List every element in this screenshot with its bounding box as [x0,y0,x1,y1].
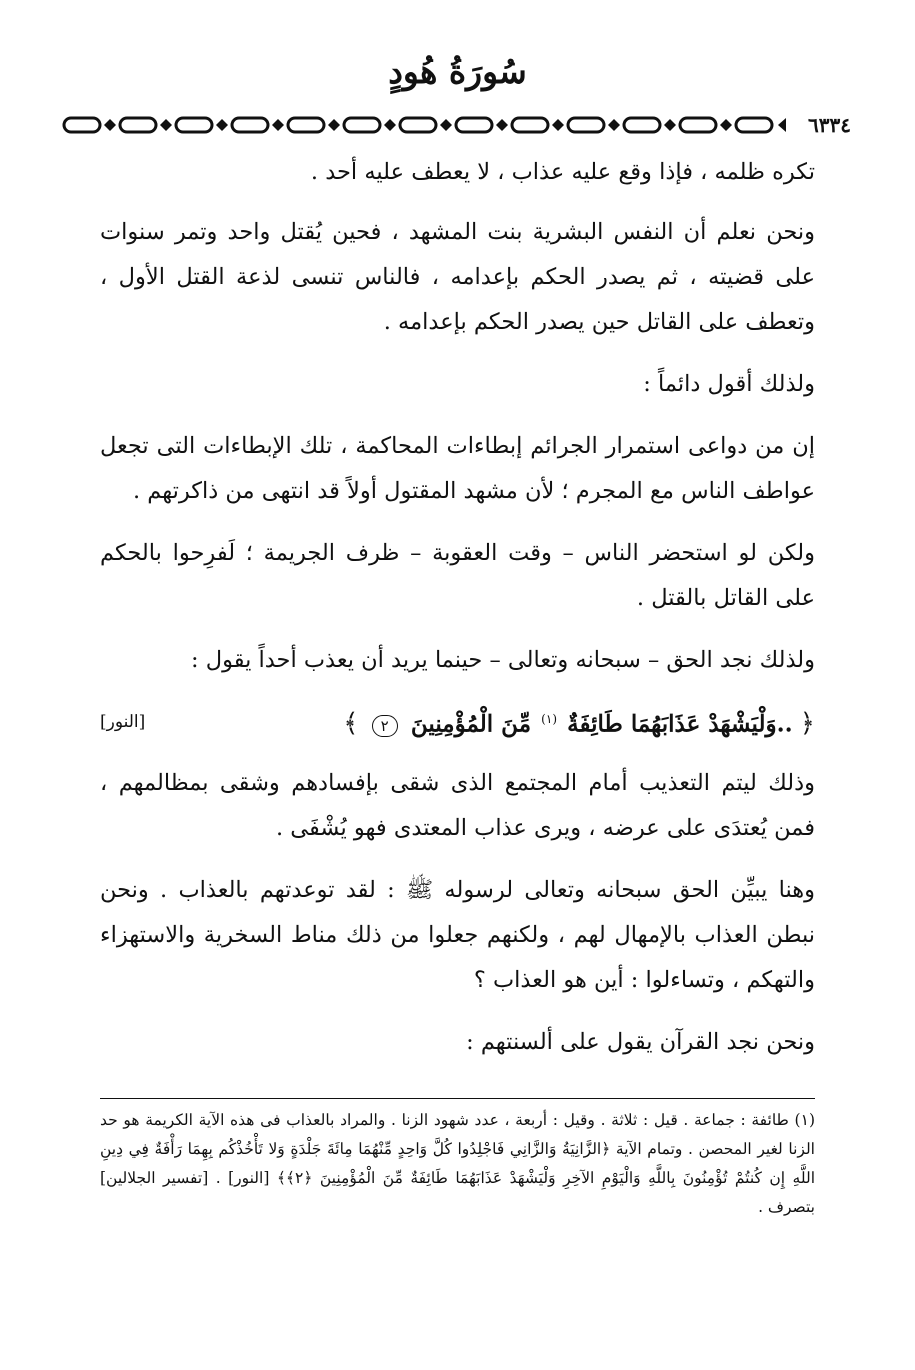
verse-text-part-1: ..وَلْيَشْهَدْ عَذَابَهُمَا طَائِفَةٌ [567,710,793,738]
paragraph: ولكن لو استحضر الناس – وقت العقوبة – ظرف الجريمة ؛ لَفرِحوا بالحكم على القاتل بالقتل . [100,540,815,611]
decorative-border-icon [62,112,832,138]
paragraph: ونحن نجد القرآن يقول على ألسنتهم : [466,1029,815,1055]
verse-body [343,697,815,748]
footnote [100,1106,815,1222]
verse-text-part-2: مِّنَ الْمُؤْمِنِينَ [410,710,532,738]
verse-close-bracket: ﴾ [343,708,359,739]
paragraph: ولذلك نجد الحق – سبحانه وتعالى – حينما يريد أن يعذب أحداً يقول : [190,647,815,673]
surah-title: سُورَةُ هُودٍ [388,52,527,91]
footnote-text: (١) طائفة : جماعة . قيل : ثلاثة . وقيل : أربعة ، عدد شهود الزنا . والمراد بالعذاب فى هذه الآية الكريمة هو حد الزنا لغير المحصن . وتمام الآية ﴿الزَّانِيَةُ وَالزَّانِي فَاجْلِدُوا كُلَّ وَاحِدٍ مِّنْهُمَا مِائَةَ جَلْدَةٍ وَلا تَأْخُذْكُم بِهِمَا رَأْفَةٌ فِي دِينِ اللَّهِ إِن كُنتُمْ تُؤْمِنُونَ بِاللَّهِ وَالْيَوْمِ الآخِرِ وَلْيَشْهَدْ عَذَابَهُمَا طَائِفَةٌ مِّنَ الْمُؤْمِنِينَ ﴿٢﴾﴾ [النور] . [تفسير الجلالين] بتصرف . [100,1111,815,1216]
page-number: ٦٣٣٤ [804,112,855,138]
paragraph: ولذلك أقول دائماً : [643,371,815,397]
footnote-divider [100,1098,815,1099]
ayah-number: ٢ [372,715,398,737]
paragraph: تكره ظلمه ، فإذا وقع عليه عذاب ، لا يعطف عليه أحد . [310,159,815,185]
paragraph: إن من دواعى استمرار الجرائم إبطاءات المحاكمة ، تلك الإبطاءات التى تجعل عواطف الناس مع المجرم ؛ لأن مشهد المقتول أولاً قد انتهى من ذاكرتهم . [100,433,815,504]
quran-verse [100,700,815,745]
verse-open-bracket: ﴿ [799,708,815,739]
main-text [100,150,815,1082]
footnote-marker: (١) [541,712,557,727]
paragraph: ونحن نعلم أن النفس البشرية بنت المشهد ، فحين يُقتل واحد وتمر سنوات على قضيته ، ثم يصدر الحكم بإعدامه ، فالناس تنسى لذعة القتل الأول ، وتعطف على القاتل حين يصدر الحكم بإعدامه . [100,219,815,335]
paragraph: وهنا يبيِّن الحق سبحانه وتعالى لرسوله ﷺ : لقد توعدتهم بالعذاب . ونحن نبطن العذاب بالإمهال لهم ، ولكنهم جعلوا من ذلك مناط السخرية والاستهزاء والتهكم ، وتساءلوا : أين هو العذاب ؟ [100,877,815,993]
paragraph: وذلك ليتم التعذيب أمام المجتمع الذى شقى بإفسادهم وشقى بمظالمهم ، فمن يُعتدَى على عرضه ، ويرى عذاب المعتدى فهو يُشْفَى . [100,770,815,841]
surah-reference: [النور] [100,712,146,732]
